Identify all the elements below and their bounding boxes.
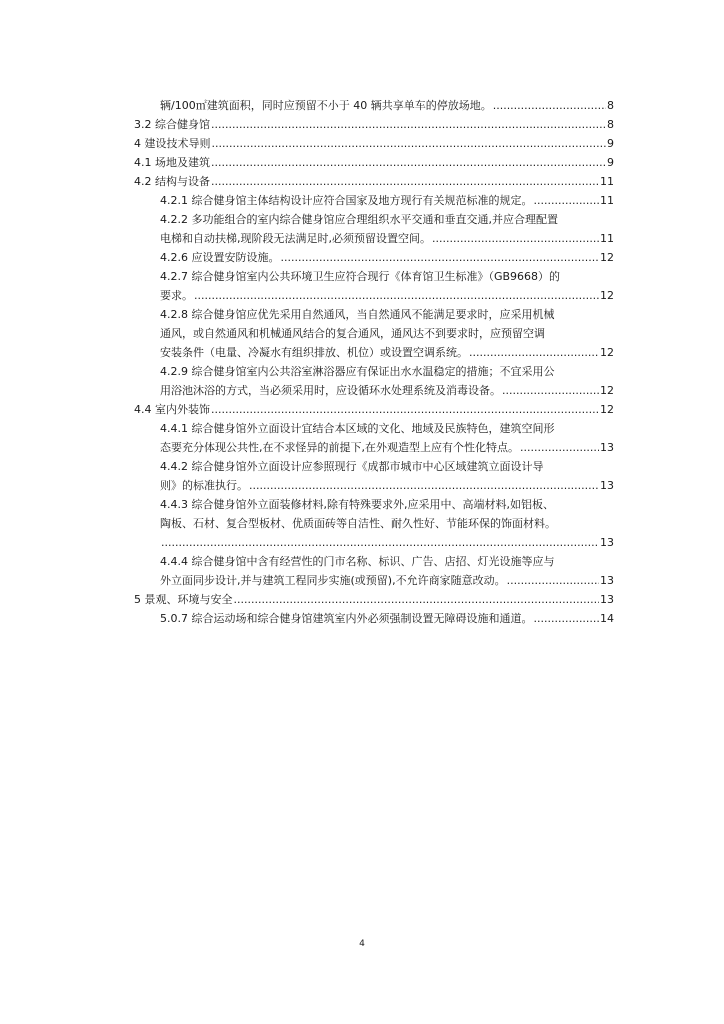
toc-entry-title: 辆/100㎡建筑面积，同时应预留不小于 40 辆共享单车的停放场地。 — [160, 99, 492, 112]
toc-page-number: 13 — [600, 536, 614, 549]
toc-entry[interactable] — [160, 232, 614, 246]
dot-leader — [432, 232, 599, 246]
toc-entry-text: 4.4.3 综合健身馆外立面装修材料,除有特殊要求外,应采用中、高端材料,如铝板、 — [160, 498, 554, 511]
dot-leader — [211, 156, 606, 170]
toc-entry-text: 4.2.7 综合健身馆室内公共环境卫生应符合现行《体育馆卫生标准》（GB9668）的 — [160, 270, 561, 283]
toc-entry-text: 4.2.2 多功能组合的室内综合健身馆应合理组织水平交通和垂直交通,并应合理配置 — [160, 213, 558, 226]
toc-entry[interactable] — [160, 536, 614, 550]
dot-leader — [502, 384, 599, 398]
toc-entry-title: 5 景观、环境与安全 — [134, 593, 233, 606]
toc-entry-title: 4.4 室内外装饰 — [134, 403, 210, 416]
toc-page-number: 12 — [600, 289, 614, 302]
toc-page-number: 11 — [600, 194, 614, 207]
toc-page-number: 11 — [600, 175, 614, 188]
toc-entry[interactable] — [160, 441, 614, 455]
dot-leader — [234, 593, 600, 607]
toc-entry-title: 4 建设技术导则 — [134, 137, 211, 150]
toc-page-number: 8 — [607, 118, 614, 131]
toc-entry-title: 要求。 — [160, 289, 193, 302]
toc-entry-title: 态要充分体现公共性,在不求怪异的前提下,在外观造型上应有个性化特点。 — [160, 441, 519, 454]
toc-page-number: 13 — [600, 574, 614, 587]
toc-entry-text: 通风，或自然通风和机械通风结合的复合通风，通风达不到要求时，应预留空调 — [160, 327, 545, 340]
toc-entry-title: 用浴池沐浴的方式，当必须采用时，应设循环水处理系统及消毒设备。 — [160, 384, 501, 397]
toc-page-number: 14 — [600, 612, 614, 625]
toc-entry[interactable] — [160, 479, 614, 493]
toc-entry-title: 4.2 结构与设备 — [134, 175, 210, 188]
page-number: 4 — [359, 939, 365, 949]
toc-entry[interactable] — [160, 251, 614, 265]
dot-leader — [211, 403, 599, 417]
toc-page-number: 12 — [600, 346, 614, 359]
toc-entry-text: 4.4.2 综合健身馆外立面设计应参照现行《成都市城市中心区域建筑立面设计导 — [160, 460, 544, 473]
toc-entry-title: 4.2.1 综合健身馆主体结构设计应符合国家及地方现行有关规范标准的规定。 — [160, 194, 533, 207]
toc-entry-text: 4.2.8 综合健身馆应优先采用自然通风，当自然通风不能满足要求时，应采用机械 — [160, 308, 555, 321]
toc-entry[interactable] — [134, 137, 614, 151]
toc-entry-text: 4.2.9 综合健身馆室内公共浴室淋浴器应有保证出水水温稳定的措施；不宜采用公 — [160, 365, 555, 378]
toc-entry-text: 陶板、石材、复合型板材、优质面砖等自洁性、耐久性好、节能环保的饰面材料。 — [160, 517, 556, 530]
toc-entry[interactable] — [134, 403, 614, 417]
toc-entry-text: 4.4.1 综合健身馆外立面设计宜结合本区域的文化、地域及民族特色，建筑空间形 — [160, 422, 555, 435]
toc-entry-title: 4.2.6 应设置安防设施。 — [160, 251, 280, 264]
dot-leader — [249, 479, 599, 493]
toc-entry[interactable] — [134, 593, 614, 607]
toc-page-number: 11 — [600, 232, 614, 245]
toc-entry[interactable] — [134, 118, 614, 132]
toc-entry-title: 电梯和自动扶梯,现阶段无法满足时,必须预留设置空间。 — [160, 232, 431, 245]
toc-page-number: 9 — [607, 137, 614, 150]
dot-leader — [281, 251, 600, 265]
toc-entry[interactable] — [160, 194, 614, 208]
toc-entry[interactable] — [160, 574, 614, 588]
dot-leader — [212, 137, 607, 151]
toc-page-number: 12 — [600, 384, 614, 397]
toc-entry-title: 3.2 综合健身馆 — [134, 118, 210, 131]
toc-page-number: 9 — [607, 156, 614, 169]
toc-entry[interactable] — [160, 289, 614, 303]
toc-entry-title: 4.1 场地及建筑 — [134, 156, 210, 169]
toc-entry-title: 外立面同步设计,并与建筑工程同步实施(或预留),不允许商家随意改动。 — [160, 574, 506, 587]
toc-entry[interactable] — [160, 99, 614, 113]
toc-page-number: 8 — [607, 99, 614, 112]
toc-entry-title: 安装条件（电量、冷凝水有组织排放、机位）或设置空调系统。 — [160, 346, 468, 359]
dot-leader — [161, 536, 599, 550]
toc-entry[interactable] — [160, 384, 614, 398]
toc-page-number: 13 — [600, 593, 614, 606]
toc-entry-title: 5.0.7 综合运动场和综合健身馆建筑室内外必须强制设置无障碍设施和通道。 — [160, 612, 533, 625]
toc-entry-title: 则》的标准执行。 — [160, 479, 248, 492]
dot-leader — [194, 289, 599, 303]
toc-page-number: 12 — [600, 251, 614, 264]
toc-entry[interactable] — [134, 175, 614, 189]
toc-page-number: 12 — [600, 403, 614, 416]
dot-leader — [507, 574, 599, 588]
toc-entry[interactable] — [160, 346, 614, 360]
dot-leader — [520, 441, 599, 455]
toc-page-number: 13 — [600, 441, 614, 454]
toc-entry-text: 4.4.4 综合健身馆中含有经营性的门市名称、标识、广告、店招、灯光设施等应与 — [160, 555, 555, 568]
dot-leader — [211, 175, 599, 189]
dot-leader — [211, 118, 606, 132]
toc-entry[interactable] — [134, 156, 614, 170]
dot-leader — [469, 346, 599, 360]
toc-page-number: 13 — [600, 479, 614, 492]
toc-entry[interactable] — [160, 612, 614, 626]
dot-leader — [533, 612, 599, 626]
dot-leader — [493, 99, 606, 113]
dot-leader — [533, 194, 599, 208]
